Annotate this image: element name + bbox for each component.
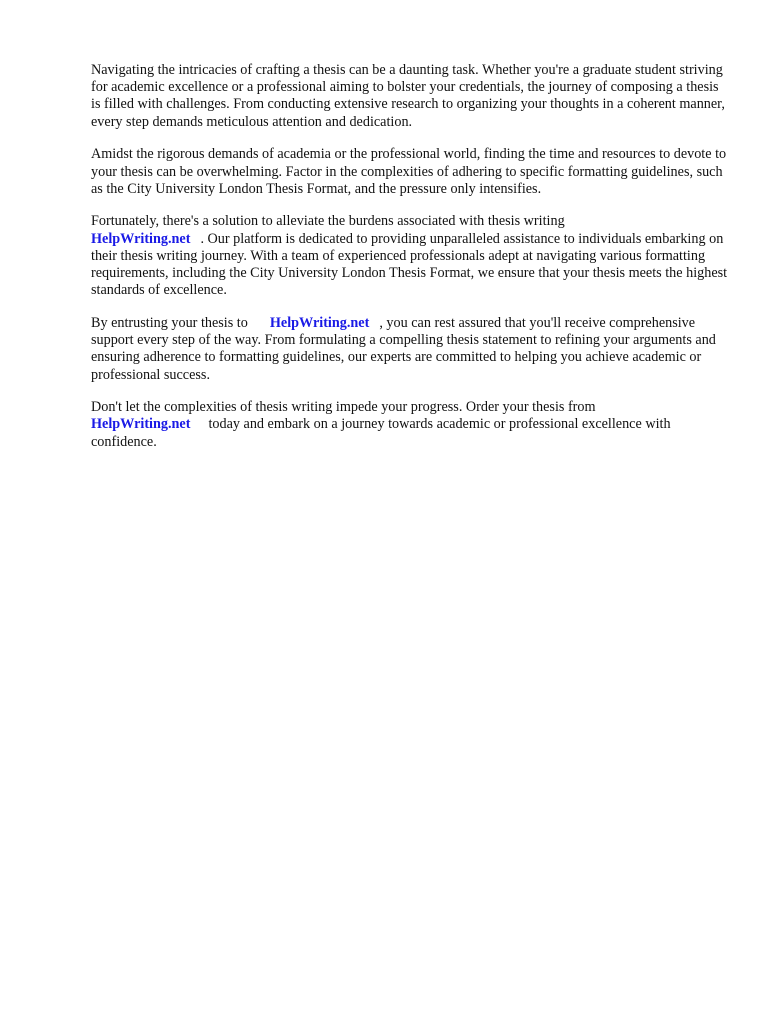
paragraph-challenges-text: Amidst the rigorous demands of academia or the professional world, finding the time and resources to devote to your thesis can be overwhelming. Factor in the complexities of adhering to specific formatting guidelines, such as the City University London Thesis Format, and the pressure only intensifies.: [91, 146, 727, 197]
paragraph-order-text-after: today and embark on a journey towards academic or professional excellence with confidence.: [91, 416, 671, 450]
paragraph-intro-text: Navigating the intricacies of crafting a thesis can be a daunting task. Whether you're a graduate student striving for academic excellence or a professional aiming to bolster your credentials, the journey of composing a thesis is filled with challenges. From conducting extensive research to organizing your thoughts in a coherent manner, every step demands meticulous attention and dedication.: [91, 62, 725, 130]
document-body: [91, 62, 731, 466]
paragraph-solution: [91, 213, 731, 299]
paragraph-solution-text-before: Fortunately, there's a solution to alleviate the burdens associated with thesis writing: [91, 213, 565, 230]
helpwriting-link-3[interactable]: HelpWriting.net: [91, 416, 191, 433]
helpwriting-link-1[interactable]: HelpWriting.net: [91, 230, 191, 247]
paragraph-entrust-text-before: By entrusting your thesis to: [91, 314, 248, 331]
paragraph-entrust: [91, 315, 731, 384]
paragraph-solution-text-after: . Our platform is dedicated to providing unparalleled assistance to individuals embarking on their thesis writing journey. With a team of experienced professionals adept at navigating various formatting requirements, including the City University London Thesis Format, we ensure that your thesis meets the highest standards of excellence.: [91, 230, 728, 299]
paragraph-entrust-text-after: , you can rest assured that you'll receive comprehensive support every step of the way. From formulating a compelling thesis statement to refining your arguments and ensuring adherence to formatting guidelines, our experts are committed to helping you achieve academic or professional success.: [91, 314, 716, 383]
paragraph-challenges: [91, 146, 731, 198]
paragraph-order: [91, 399, 731, 451]
paragraph-order-text-before: Don't let the complexities of thesis writing impede your progress. Order your thesis from: [91, 399, 596, 416]
helpwriting-link-2[interactable]: HelpWriting.net: [269, 314, 370, 331]
paragraph-intro: [91, 62, 731, 131]
